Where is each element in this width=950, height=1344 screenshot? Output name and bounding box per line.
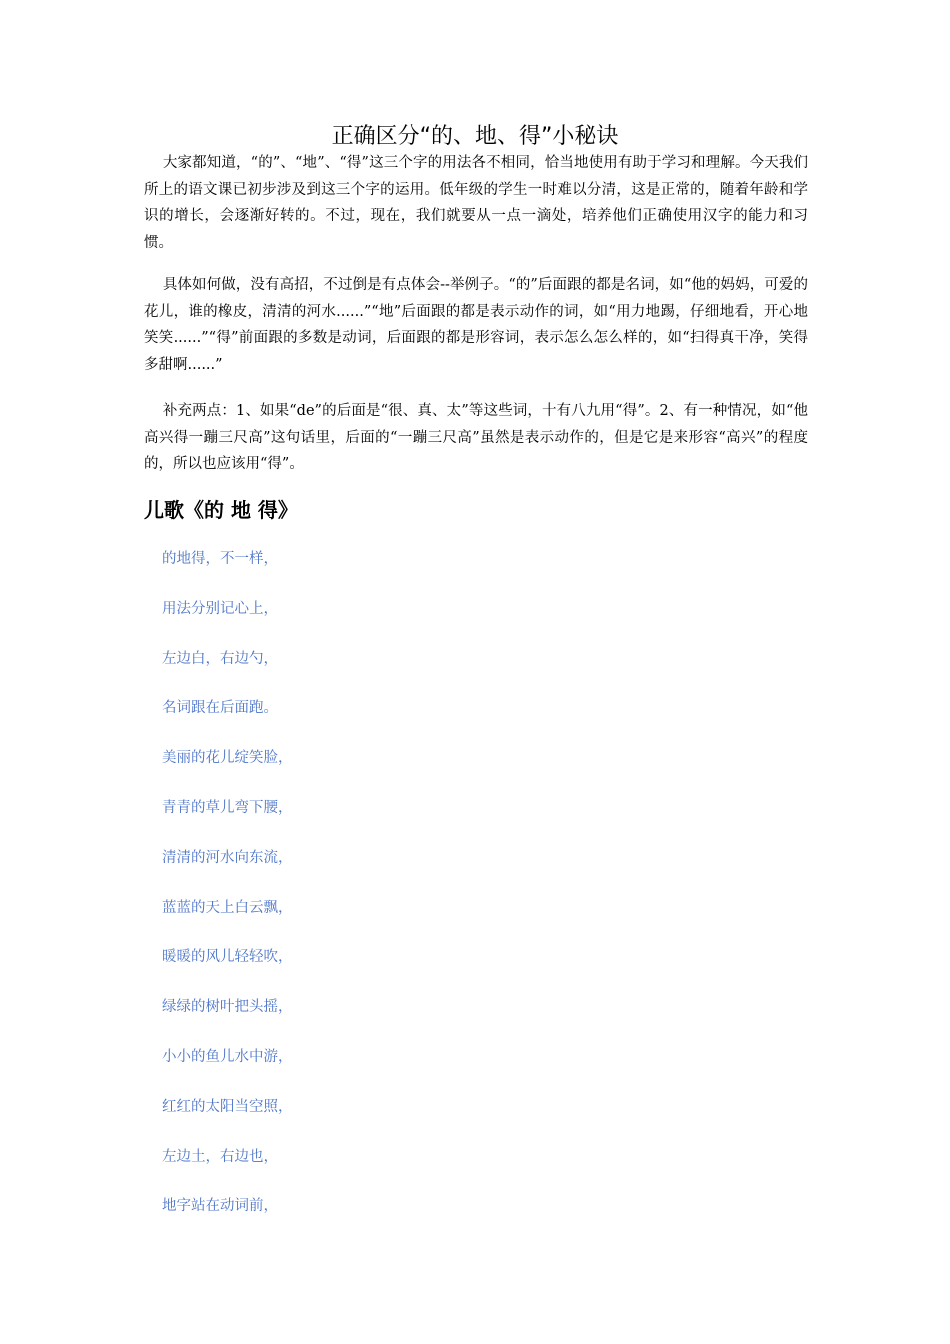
poem-line: 小小的鱼儿水中游， [162, 1048, 293, 1065]
intro-paragraph: 大家都知道，“的”、“地”、“得”这三个字的用法各不相同，恰当地使用有助于学习和理解。今天我们所上的语文课已初步涉及到这三个字的运用。低年级的学生一时难以分清，这是正常的，随着年龄和学识的增长，会逐渐好转的。不过，现在，我们就要从一点一滴处，培养他们正确使用汉字的能力和习惯。 [144, 155, 808, 251]
poem-line: 暖暖的风儿轻轻吹， [162, 949, 293, 966]
poem-line: 名词跟在后面跑。 [162, 700, 278, 717]
poem-line: 地字站在动词前， [162, 1198, 278, 1215]
poem-lines [162, 546, 293, 1243]
poem-heading: 儿歌《的 地 得》 [144, 498, 298, 522]
document-title: 正确区分“的、地、得”小秘诀 [331, 124, 619, 149]
poem-line: 红红的太阳当空照， [162, 1098, 293, 1115]
poem-line: 蓝蓝的天上白云飘， [162, 899, 293, 916]
poem-line: 的地得，不一样， [162, 551, 278, 567]
poem-line: 左边白，右边勺， [162, 650, 278, 667]
poem-line: 美丽的花儿绽笑脸， [162, 750, 293, 767]
method-paragraph: 具体如何做，没有高招，不过倒是有点体会--举例子。“的”后面跟的都是名词，如“他的妈妈，可爱的花儿，谁的橡皮，清清的河水......”“地”后面跟的都是表示动作的词，如“用力地踢，仔细地看，开心地笑笑......”“得”前面跟的多数是动词，后面跟的都是形容词，表示怎么怎么样的，如“扫得真干净，笑得多甜啊......” [144, 277, 808, 373]
supplement-paragraph: 补充两点：1、如果“de”的后面是“很、真、太”等这些词，十有八九用“得”。2、有一种情况，如“他高兴得一蹦三尺高”这句话里，后面的“一蹦三尺高”虽然是表示动作的，但是它是来形容“高兴”的程度的，所以也应该用“得”。 [144, 403, 808, 472]
poem-line: 左边土，右边也， [162, 1148, 278, 1165]
poem-line: 绿绿的树叶把头摇， [162, 999, 293, 1016]
poem-line: 清清的河水向东流， [162, 849, 293, 866]
poem-line: 青青的草儿弯下腰， [162, 799, 293, 816]
poem-line: 用法分别记心上， [162, 600, 278, 617]
